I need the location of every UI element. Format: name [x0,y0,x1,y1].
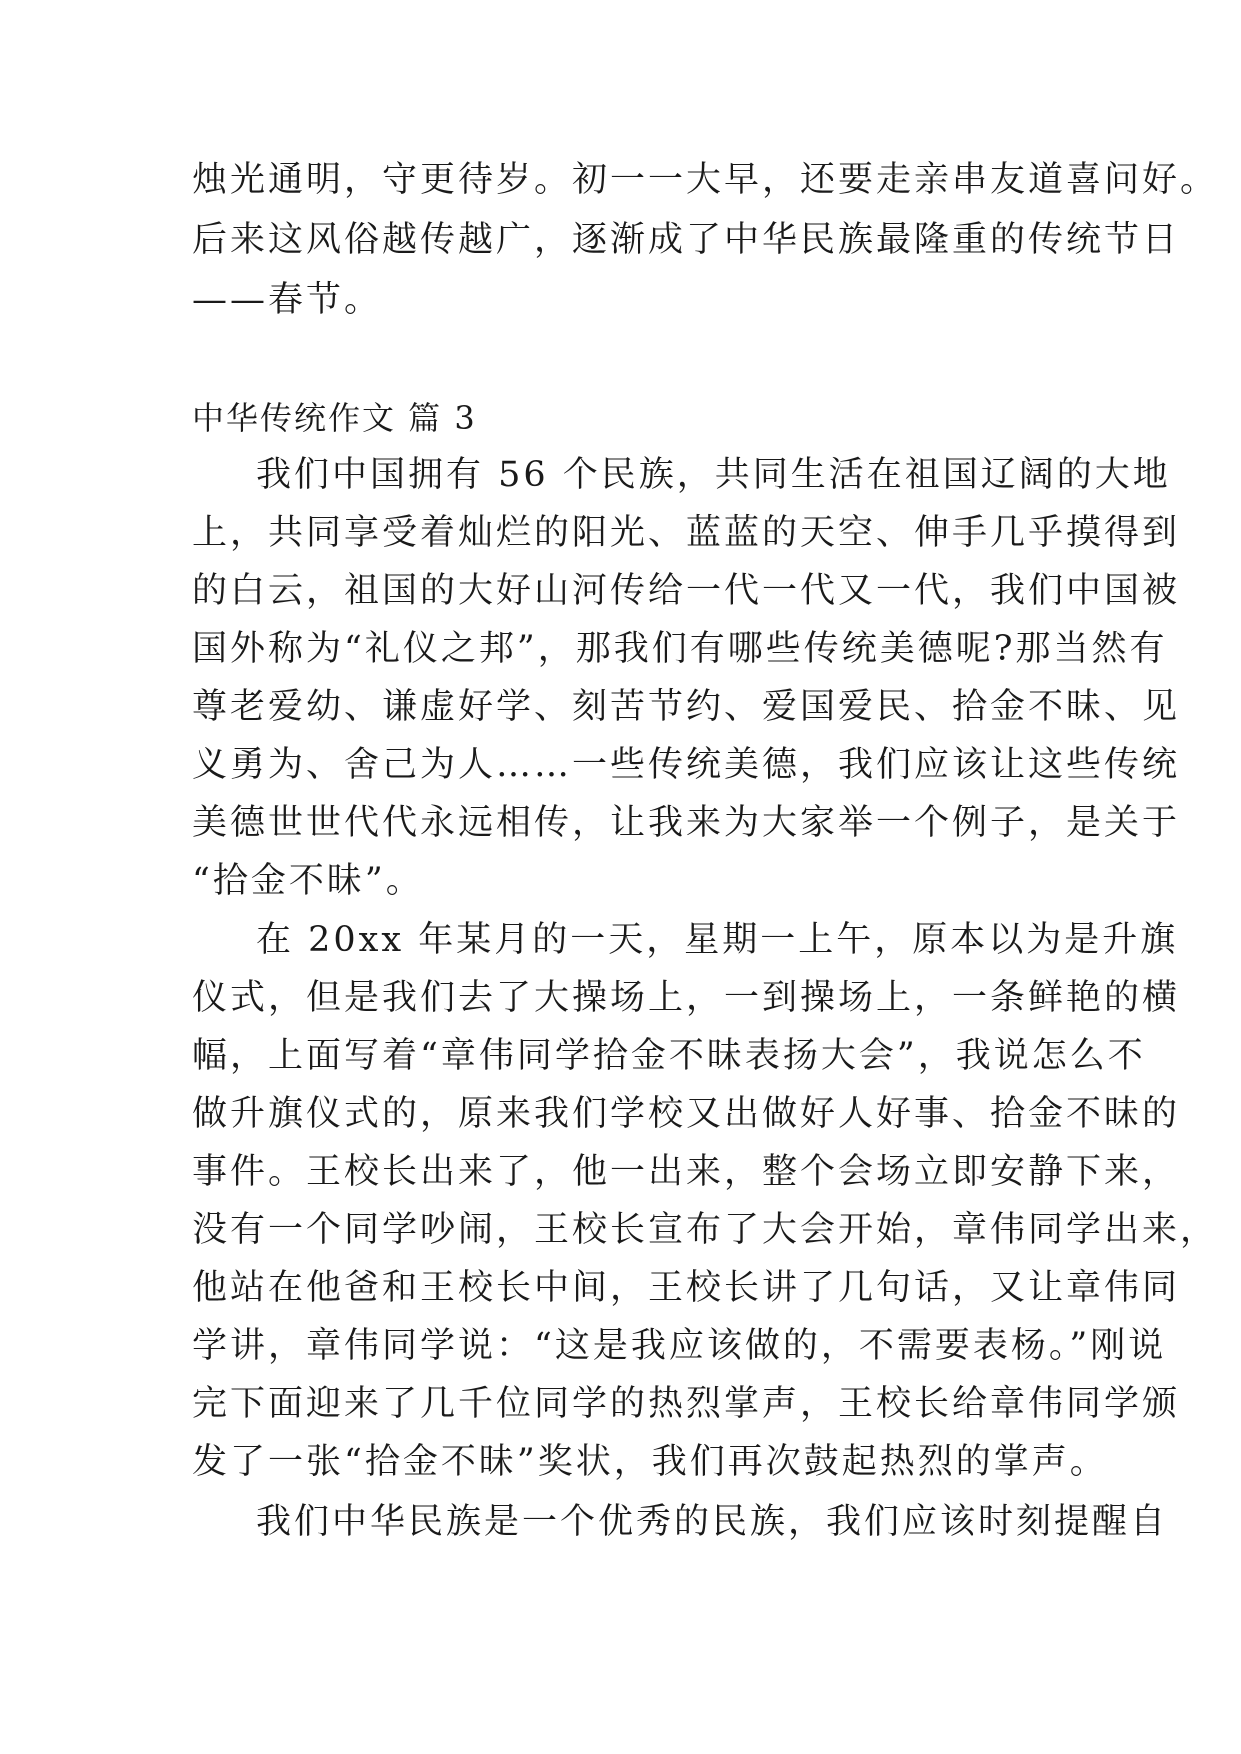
text-line: 美德世世代代永远相传，让我来为大家举一个例子，是关于 [192,803,1181,843]
text-line: 我们中华民族是一个优秀的民族，我们应该时刻提醒自 [256,1502,1169,1542]
text-line: 我们中国拥有 56 个民族，共同生活在祖国辽阔的大地 [256,455,1171,495]
text-line: 义勇为、舍己为人……一些传统美德，我们应该让这些传统 [192,745,1181,785]
text-line: 没有一个同学吵闹，王校长宣布了大会开始，章伟同学出来， [192,1210,1219,1250]
text-line: 国外称为“礼仪之邦”，那我们有哪些传统美德呢?那当然有 [192,629,1168,669]
text-line: 烛光通明，守更待岁。初一一大早，还要走亲串友道喜问好。 [192,160,1219,200]
text-line: 仪式，但是我们去了大操场上，一到操场上，一条鲜艳的横 [192,978,1181,1018]
text-line: 事件。王校长出来了，他一出来，整个会场立即安静下来， [192,1152,1181,1192]
text-line: 学讲，章伟同学说：“这是我应该做的，不需要表杨。”刚说 [192,1326,1167,1366]
text-line: “拾金不昧”。 [192,861,424,901]
text-line: 他站在他爸和王校长中间，王校长讲了几句话，又让章伟同 [192,1268,1181,1308]
text-line: 的白云，祖国的大好山河传给一代一代又一代，我们中国被 [192,571,1181,611]
text-line: 完下面迎来了几千位同学的热烈掌声，王校长给章伟同学颁 [192,1384,1181,1424]
section-heading: 中华传统作文 篇 3 [192,399,477,437]
text-line: 幅，上面写着“章伟同学拾金不昧表扬大会”，我说怎么不 [192,1036,1146,1076]
text-line: ——春节。 [192,280,383,320]
text-line: 后来这风俗越传越广，逐渐成了中华民族最隆重的传统节日 [192,220,1181,260]
text-line: 尊老爱幼、谦虚好学、刻苦节约、爱国爱民、拾金不昧、见 [192,687,1181,727]
text-line: 做升旗仪式的，原来我们学校又出做好人好事、拾金不昧的 [192,1094,1181,1134]
text-line: 上，共同享受着灿烂的阳光、蓝蓝的天空、伸手几乎摸得到 [192,513,1181,553]
text-line: 在 20xx 年某月的一天，星期一上午，原本以为是升旗 [256,920,1179,960]
text-line: 发了一张“拾金不昧”奖状，我们再次鼓起热烈的掌声。 [192,1442,1108,1482]
